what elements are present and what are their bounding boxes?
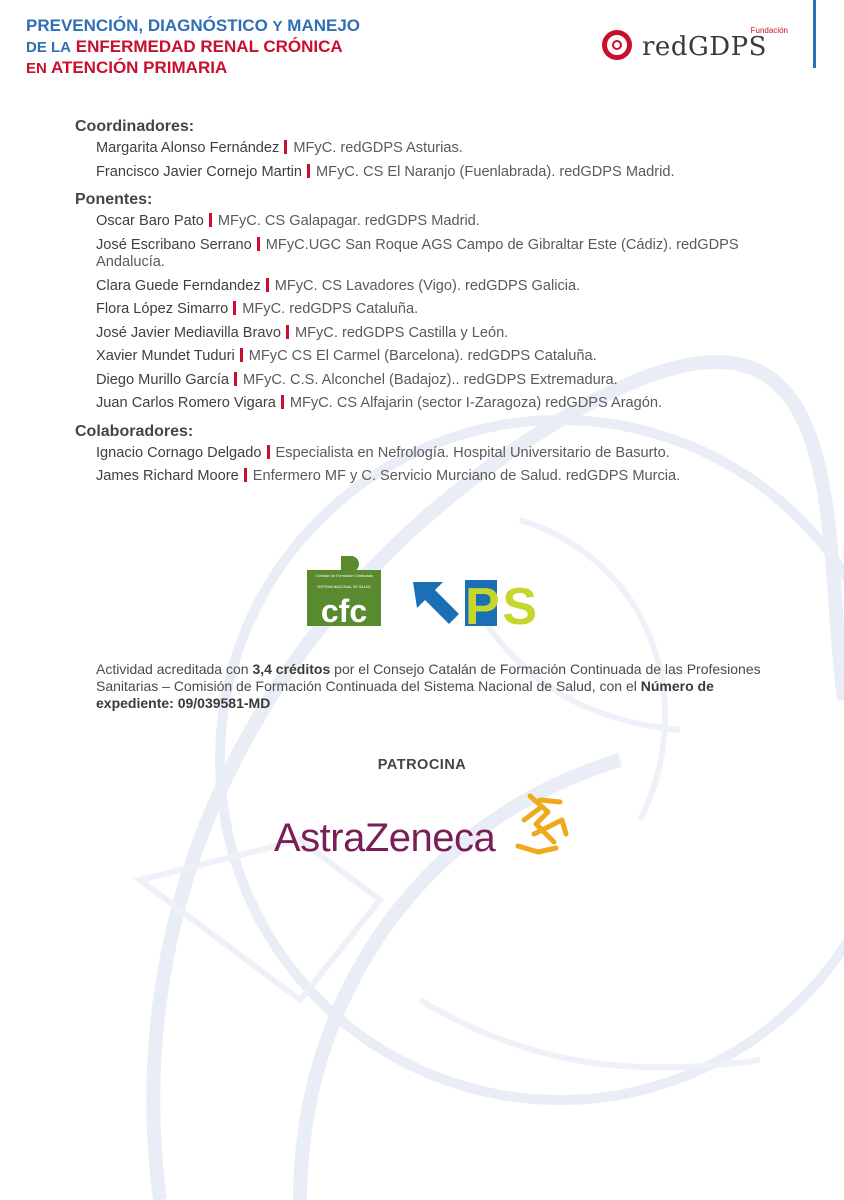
- section-title: Coordinadores:: [75, 118, 195, 135]
- cfc-logo-letters: cfc: [320, 593, 368, 629]
- person-name: Margarita Alonso Fernández: [96, 140, 280, 156]
- cfc-logo-line-2: SISTEMA NACIONAL DE SALUD: [317, 585, 371, 589]
- person-name: Ignacio Cornago Delgado: [96, 444, 262, 461]
- expediente-number: Número de expediente: 09/039581-MD: [96, 678, 714, 711]
- person-name: Juan Carlos Romero Vigara: [96, 395, 276, 411]
- separator-bar: [267, 445, 270, 459]
- sponsor-label: PATROCINA: [377, 757, 467, 773]
- separator-bar: [244, 468, 247, 482]
- person-entry: [96, 213, 775, 231]
- people-list: [75, 445, 775, 486]
- astrazeneca-logo: [272, 790, 577, 865]
- person-name: Clara Guede Ferndandez: [96, 277, 261, 294]
- separator-bar: [234, 372, 237, 386]
- sponsor-name: AstraZeneca: [274, 816, 496, 860]
- credits-value: 3,4 créditos: [252, 661, 331, 677]
- document-title: [26, 16, 360, 79]
- person-name: Xavier Mundet Tuduri: [96, 348, 235, 364]
- separator-bar: [281, 395, 284, 409]
- separator-bar: [209, 213, 212, 227]
- person-name: Diego Murillo García: [96, 371, 230, 388]
- person-entry: [96, 468, 775, 486]
- person-entry: [96, 372, 775, 390]
- title-line-1: PREVENCIÓN, DIAGNÓSTICO Y MANEJO: [26, 16, 361, 35]
- person-affiliation: MFyC. CS Galapagar. redGDPS Madrid.: [217, 213, 480, 229]
- people-list: [75, 213, 775, 413]
- person-affiliation: MFyC. CS El Naranjo (Fuenlabrada). redGDPS Madrid.: [316, 163, 675, 180]
- person-affiliation: MFyC. CS Alfajarin (sector I-Zaragoza) redGDPS Aragón.: [289, 395, 663, 411]
- person-affiliation: MFyC. redGDPS Cataluña.: [242, 301, 419, 317]
- person-affiliation: MFyC CS El Carmel (Barcelona). redGDPS Cataluña.: [248, 348, 597, 364]
- person-affiliation: MFyC. redGDPS Castilla y León.: [294, 324, 509, 341]
- ps-logo: [413, 574, 537, 630]
- section-ponentes: [75, 191, 775, 413]
- header-divider: [813, 0, 816, 68]
- person-name: José Javier Mediavilla Bravo: [96, 324, 281, 341]
- person-affiliation: Enfermero MF y C. Servicio Murciano de Salud. redGDPS Murcia.: [252, 468, 681, 484]
- accreditation-logos: [305, 556, 545, 632]
- person-name: Oscar Baro Pato: [96, 213, 204, 229]
- person-entry: [96, 445, 775, 463]
- person-entry: [96, 301, 775, 319]
- separator-bar: [284, 140, 287, 154]
- separator-bar: [286, 325, 289, 339]
- person-affiliation: Especialista en Nefrología. Hospital Universitario de Basurto.: [275, 444, 670, 461]
- person-entry: [96, 395, 775, 413]
- person-name: Francisco Javier Cornejo Martin: [96, 163, 303, 180]
- logo-wordmark: redGDPS: [642, 32, 767, 62]
- person-entry: [96, 164, 775, 182]
- person-name: James Richard Moore: [96, 468, 239, 484]
- person-name: Flora López Simarro: [96, 301, 229, 317]
- person-affiliation: MFyC. CS Lavadores (Vigo). redGDPS Galicia.: [274, 277, 581, 294]
- section-title: Ponentes:: [75, 191, 153, 208]
- astrazeneca-mark-icon: [504, 790, 576, 862]
- person-affiliation: MFyC.UGC San Roque AGS Campo de Gibraltar Este (Cádiz). redGDPS Andalucía.: [96, 236, 739, 270]
- person-entry: [96, 325, 775, 343]
- title-line-3: EN ATENCIÓN PRIMARIA: [26, 58, 228, 77]
- section-title: Colaboradores:: [75, 422, 194, 440]
- section-coordinadores: [75, 118, 775, 181]
- cfc-logo: [305, 556, 383, 632]
- person-affiliation: MFyC. redGDPS Asturias.: [293, 140, 463, 156]
- person-entry: [96, 278, 775, 296]
- credits-list: [75, 118, 775, 496]
- section-colaboradores: [75, 423, 775, 486]
- separator-bar: [266, 278, 269, 292]
- person-name: José Escribano Serrano: [96, 236, 252, 253]
- logo-foundation-label: Fundación: [750, 26, 788, 35]
- separator-bar: [233, 301, 236, 315]
- people-list: [75, 140, 775, 181]
- person-affiliation: MFyC. C.S. Alconchel (Badajoz).. redGDPS Extremadura.: [243, 371, 618, 388]
- separator-bar: [257, 237, 260, 251]
- redgdps-ring-icon: [602, 30, 632, 60]
- redgdps-logo: [598, 24, 788, 74]
- person-entry: [96, 237, 775, 272]
- cfc-logo-line-1: Comisión de Formación Continuada: [315, 574, 373, 578]
- accreditation-text: Actividad acreditada con 3,4 créditos por el Consejo Catalán de Formación Continuada de las Profesiones Sanitarias – Comisión de Formación Continuada del Sistema Nacional de Salud, con el Número de expediente: 09/039581-MD: [96, 661, 761, 711]
- ps-logo-letters: PS: [465, 578, 537, 630]
- title-line-2: DE LA ENFERMEDAD RENAL CRÓNICA: [26, 37, 343, 56]
- person-entry: [96, 140, 775, 158]
- separator-bar: [307, 164, 310, 178]
- person-entry: [96, 348, 775, 366]
- separator-bar: [240, 348, 243, 362]
